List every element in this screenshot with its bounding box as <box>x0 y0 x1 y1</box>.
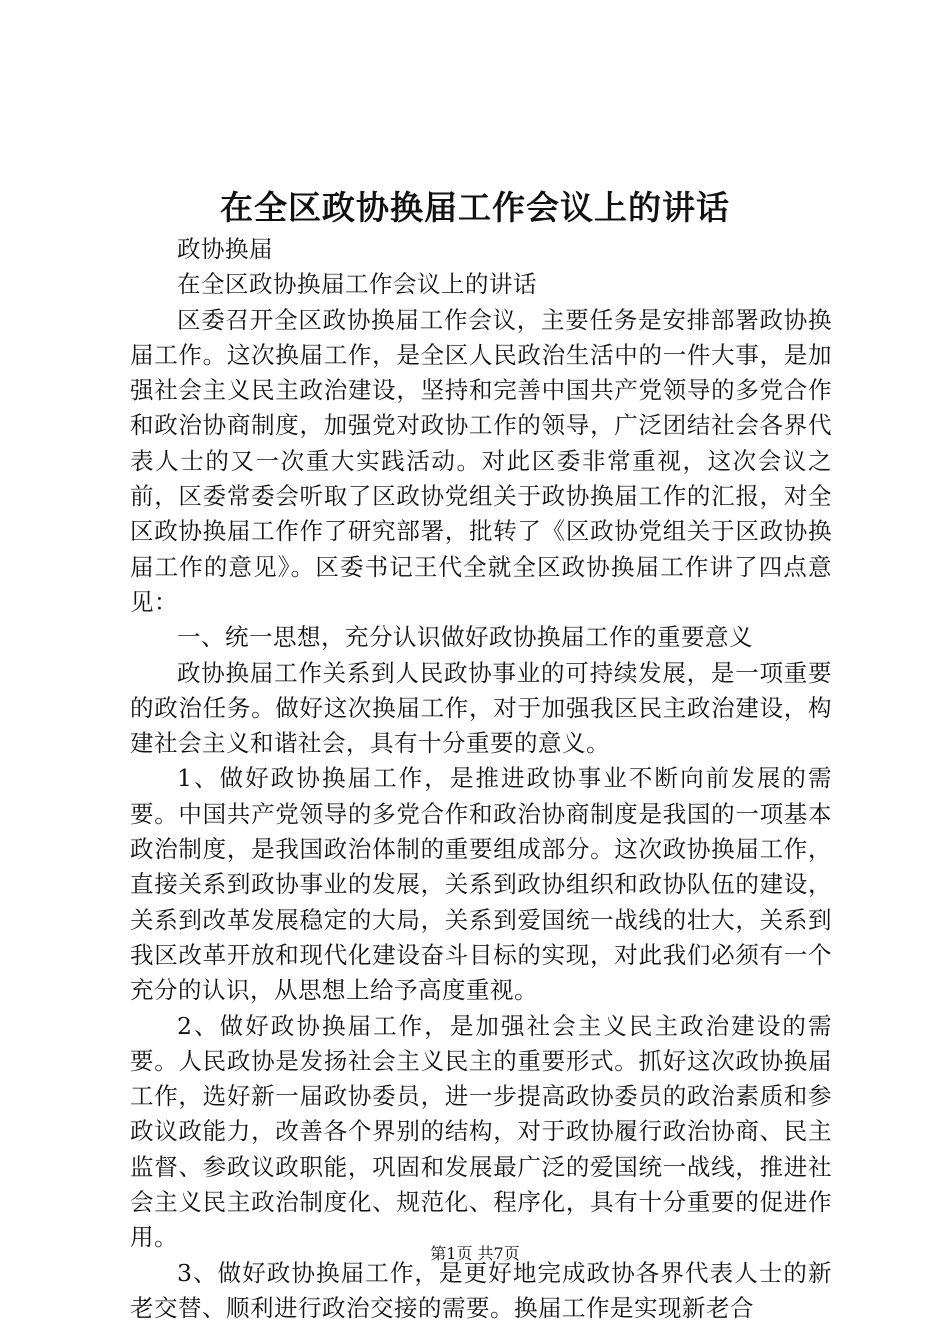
document-body <box>130 232 832 1326</box>
page-number-footer: 第1页 共7页 <box>430 1244 520 1263</box>
paragraph: 1、做好政协换届工作，是推进政协事业不断向前发展的需要。中国共产党领导的多党合作和政治协商制度是我国的一项基本政治制度，是我国政治体制的重要组成部分。这次政协换届工作，直接关系到政协事业的发展，关系到政协组织和政协队伍的建设，关系到改革发展稳定的大局，关系到爱国统一战线的壮大，关系到我区改革开放和现代化建设奋斗目标的实现，对此我们必须有一个充分的认识，从思想上给予高度重视。 <box>130 764 832 1005</box>
paragraph: 政协换届 <box>177 235 273 263</box>
paragraph: 政协换届工作关系到人民政协事业的可持续发展，是一项重要的政治任务。做好这次换届工作，对于加强我区民主政治建设，构建社会主义和谐社会，具有十分重要的意义。 <box>130 658 832 758</box>
paragraph: 3、做好政协换届工作，是更好地完成政协各界代表人士的新老交替、顺利进行政治交接的需要。换届工作是实现新老合 <box>130 1258 832 1322</box>
document-title: 在全区政协换届工作会议上的讲话 <box>220 188 730 227</box>
section-heading: 一、统一思想，充分认识做好政协换届工作的重要意义 <box>177 623 753 652</box>
paragraph: 区委召开全区政协换届工作会议，主要任务是安排部署政协换届工作。这次换届工作，是全区人民政治生活中的一件大事，是加强社会主义民主政治建设，坚持和完善中国共产党领导的多党合作和政治协商制度，加强党对政协工作的领导，广泛团结社会各界代表人士的又一次重大实践活动。对此区委非常重视，这次会议之前，区委常委会听取了区政协党组关于政协换届工作的汇报，对全区政协换届工作作了研究部署，批转了《区政协党组关于区政协换届工作的意见》。区委书记王代全就全区政协换届工作讲了四点意见： <box>130 305 832 616</box>
paragraph: 在全区政协换届工作会议上的讲话 <box>177 270 537 299</box>
paragraph: 2、做好政协换届工作，是加强社会主义民主政治建设的需要。人民政协是发扬社会主义民主的重要形式。抓好这次政协换届工作，选好新一届政协委员，进一步提高政协委员的政治素质和参政议政能力，改善各个界别的结构，对于政协履行政治协商、民主监督、参政议政职能，巩固和发展最广泛的爱国统一战线，推进社会主义民主政治制度化、规范化、程序化，具有十分重要的促进作用。 <box>130 1011 832 1252</box>
